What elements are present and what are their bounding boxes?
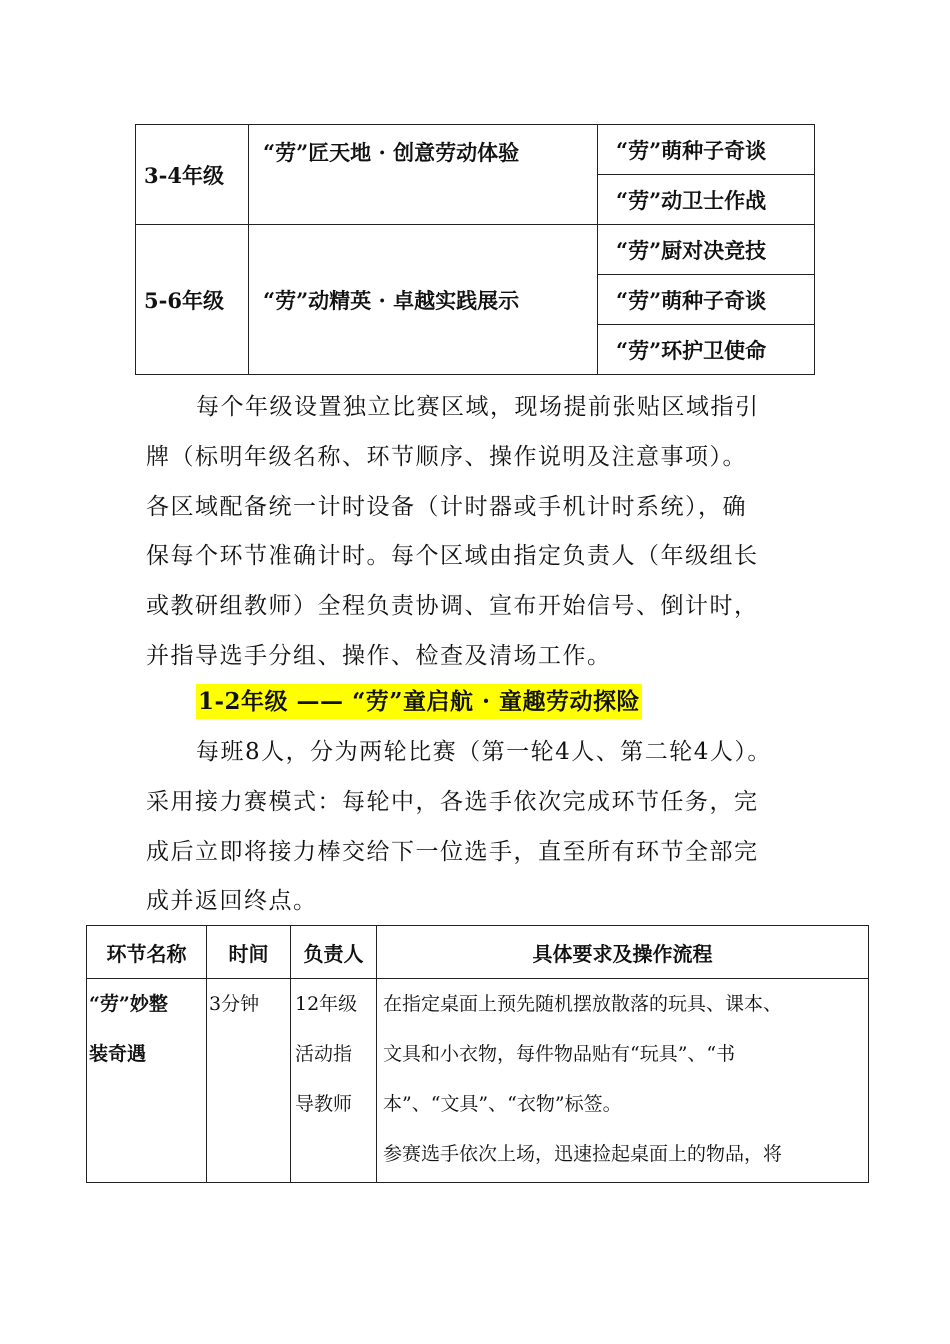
cell-line: 在指定桌面上预先随机摆放散落的玩具、课本、	[383, 993, 783, 1015]
station-cell: “劳”萌种子奇谈	[598, 125, 815, 175]
paragraph-line: 各区域配备统一计时设备（计时器或手机计时系统），确	[146, 493, 747, 520]
cell-line: 导教师	[295, 1093, 353, 1115]
grade-cell: 3-4年级	[136, 125, 249, 225]
cell-line: 本”、“文具”、“衣物”标签。	[383, 1093, 622, 1115]
paragraph-line: 牌（标明年级名称、环节顺序、操作说明及注意事项）。	[146, 443, 747, 470]
theme-cell: “劳”匠天地 · 创意劳动体验	[249, 125, 598, 225]
paragraph-line: 采用接力赛模式：每轮中，各选手依次完成环节任务，完	[146, 788, 759, 815]
time-cell	[207, 979, 291, 1183]
header-requirements: 具体要求及操作流程	[377, 926, 869, 979]
paragraph-line: 并指导选手分组、操作、检查及清场工作。	[146, 642, 612, 669]
grade-schedule-table	[135, 124, 815, 375]
area-setup-paragraph	[146, 383, 826, 682]
header-lead: 负责人	[291, 926, 377, 979]
paragraph-line: 每个年级设置独立比赛区域，现场提前张贴区域指引	[196, 394, 760, 420]
header-time: 时间	[207, 926, 291, 979]
theme-cell: “劳”动精英 · 卓越实践展示	[249, 225, 598, 375]
station-cell: “劳”厨对决竞技	[598, 225, 815, 275]
lead-cell	[291, 979, 377, 1183]
station-cell: “劳”环护卫使命	[598, 325, 815, 375]
paragraph-line: 成并返回终点。	[146, 888, 318, 915]
cell-line: 3分钟	[209, 993, 260, 1015]
station-cell: “劳”萌种子奇谈	[598, 275, 815, 325]
paragraph-line: 成后立即将接力棒交给下一位选手，直至所有环节全部完	[146, 838, 759, 865]
paragraph-line: 或教研组教师）全程负责协调、宣布开始信号、倒计时，	[146, 593, 759, 620]
header-step-name: 环节名称	[87, 926, 207, 979]
step-name-cell	[87, 979, 207, 1183]
cell-line: 文具和小衣物，每件物品贴有“玩具”、“书	[383, 1043, 736, 1065]
paragraph-line: 每班8人，分为两轮比赛（第一轮4人、第二轮4人）。	[196, 739, 772, 765]
cell-line: 活动指	[295, 1043, 353, 1065]
cell-line: “劳”妙整	[89, 993, 168, 1015]
paragraph-line: 保每个环节准确计时。每个区域由指定负责人（年级组长	[146, 543, 759, 570]
grade-cell: 5-6年级	[136, 225, 249, 375]
cell-line: 12年级	[295, 993, 358, 1015]
relay-rules-paragraph	[146, 728, 826, 927]
cell-line: 参赛选手依次上场，迅速捡起桌面上的物品，将	[383, 1143, 783, 1165]
cell-line: 装奇遇	[89, 1043, 147, 1065]
section-heading: 1-2年级 —— “劳”童启航 · 童趣劳动探险	[196, 684, 642, 719]
requirements-cell	[377, 979, 869, 1183]
activity-steps-table	[86, 925, 869, 1183]
station-cell: “劳”动卫士作战	[598, 175, 815, 225]
